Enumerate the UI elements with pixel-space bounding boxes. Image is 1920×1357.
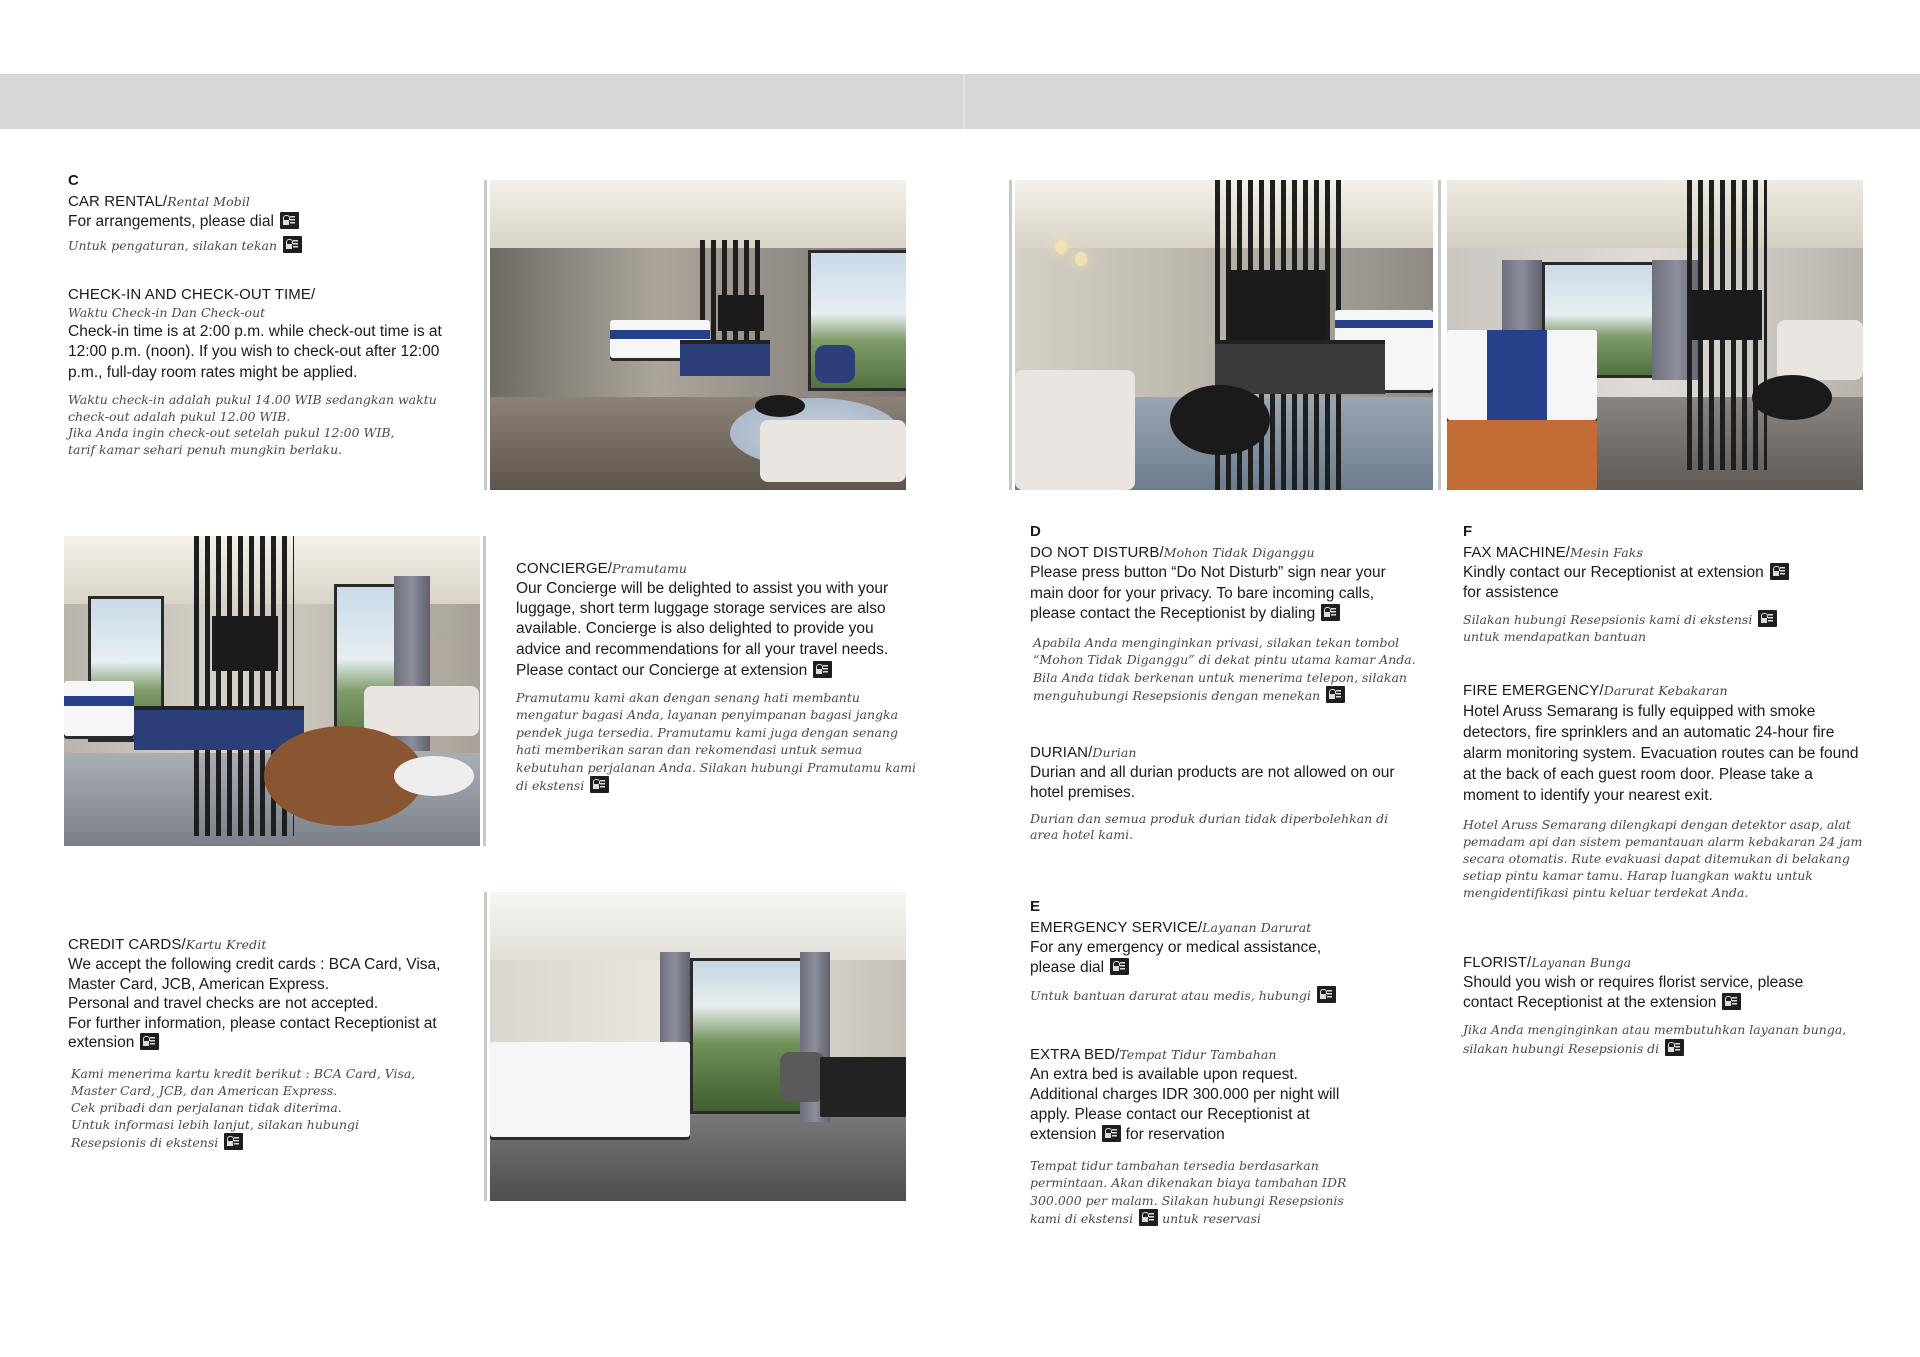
concierge-heading: CONCIERGE/Pramutamu (516, 560, 688, 577)
phone-extension-icon (1770, 563, 1789, 580)
fax-id-1: Silakan hubungi Resepsionis kami di ekstensi (1463, 610, 1868, 629)
section-f (1463, 523, 1868, 1057)
header-band (0, 74, 1920, 129)
fax-en-2: for assistence (1463, 584, 1559, 601)
checkin-trans: Waktu Check-in Dan Check-out (68, 304, 266, 320)
phone-extension-icon (1139, 1209, 1158, 1226)
extra-bed-heading: EXTRA BED/Tempat Tidur Tambahan (1030, 1045, 1277, 1063)
fire-id: Hotel Aruss Semarang dilengkapi dengan detektor asap, alat pemadam api dan sistem pemantauan alarm kebakaran 24 jam secara otomatis. Rute evakuasi dapat ditemukan di belakang setiap pintu kamar tamu. Harap luangkan waktu untuk mengidentifikasi pintu keluar terdekat Anda. (1463, 817, 1863, 900)
section-d (1030, 523, 1430, 844)
fax-heading: FAX MACHINE/Mesin Faks (1463, 544, 1643, 561)
car-rental-en: For arrangements, please dial (68, 212, 468, 232)
florist-heading: FLORIST/Layanan Bunga (1463, 954, 1632, 971)
concierge-block (516, 559, 916, 795)
florist-en: Should you wish or requires florist service, please contact Receptionist at the extension (1463, 974, 1804, 1011)
extra-bed-id: Tempat tidur tambahan tersedia berdasarkan permintaan. Akan dikenakan biaya tambahan IDR 300.000 per malam. Silakan hubungi Resepsionis kami di ekstensi untuk reservasi (1030, 1157, 1347, 1226)
section-letter: D (1030, 523, 1041, 540)
photo-divider (1009, 180, 1012, 490)
phone-extension-icon (1321, 604, 1340, 621)
page-seam (963, 74, 965, 129)
emergency-id: Untuk bantuan darurat atau medis, hubungi (1030, 986, 1410, 1005)
concierge-en-contact: Please contact our Concierge at extension (516, 661, 916, 681)
fax-en-1: Kindly contact our Receptionist at extension (1463, 563, 1868, 583)
credit-cards-id-1: Kami menerima kartu kredit berikut : BCA Card, Visa, Master Card, JCB, dan American Express. (71, 1065, 416, 1098)
dnd-id: Apabila Anda menginginkan privasi, silakan tekan tombol “Mohon Tidak Diganggu” di dekat pintu utama kamar Anda. Bila Anda tidak berkenan untuk menerima telepon, silakan menguhubungi Resepsionis dengan menekan (1033, 634, 1416, 703)
credit-cards-id-2: Cek pribadi dan perjalanan tidak diterima. (71, 1099, 342, 1115)
emergency-heading: EMERGENCY SERVICE/Layanan Darurat (1030, 919, 1312, 936)
photo-divider (1438, 180, 1441, 490)
florist-id: Jika Anda menginginkan atau membutuhkan layanan bunga, silakan hubungi Resepsionis di (1463, 1022, 1847, 1056)
phone-extension-icon (813, 661, 832, 678)
phone-extension-icon (140, 1033, 159, 1050)
phone-extension-icon (1758, 610, 1777, 627)
section-letter: C (68, 172, 79, 189)
section-letter: F (1463, 523, 1473, 540)
durian-heading: DURIAN/Durian (1030, 743, 1137, 761)
credit-cards-en-3: For further information, please contact Receptionist at extension (68, 1014, 437, 1051)
room-photo-suite (490, 180, 906, 490)
room-photo-bedroom (490, 892, 906, 1201)
credit-cards-block (68, 935, 468, 1151)
photo-divider (484, 180, 487, 490)
car-rental-id: Untuk pengaturan, silakan tekan (68, 236, 468, 255)
dnd-en: Please press button “Do Not Disturb” sign near your main door for your privacy. To bare incoming calls, please contact the Receptionist by dialing (1030, 564, 1386, 622)
phone-extension-icon (280, 212, 299, 229)
phone-extension-icon (1317, 986, 1336, 1003)
credit-cards-id-3: Untuk informasi lebih lanjut, silakan hubungi Resepsionis di ekstensi (71, 1116, 360, 1150)
phone-extension-icon (590, 776, 609, 793)
car-rental-heading: CAR RENTAL/Rental Mobil (68, 193, 251, 210)
phone-extension-icon (1110, 958, 1129, 975)
section-letter: E (1030, 898, 1041, 915)
phone-extension-icon (1665, 1039, 1684, 1056)
section-c (68, 172, 468, 458)
checkin-id-2: Jika Anda ingin check-out setelah pukul 12:00 WIB, tarif kamar sehari penuh mungkin berlaku. (68, 425, 395, 457)
photo-divider (483, 536, 486, 846)
durian-id: Durian dan semua produk durian tidak diperbolehkan di area hotel kami. (1030, 810, 1389, 842)
credit-cards-en-2: Personal and travel checks are not accepted. (68, 995, 379, 1012)
section-e (1030, 898, 1410, 1228)
photo-divider (484, 892, 487, 1201)
phone-extension-icon (1326, 686, 1345, 703)
phone-extension-icon (283, 236, 302, 253)
fire-en: Hotel Aruss Semarang is fully equipped with smoke detectors, fire sprinklers and an automatic 24-hour fire alarm monitoring system. Evacuation routes can be found at the back of each guest room door. Please take a moment to identify your nearest exit. (1463, 703, 1859, 804)
concierge-en: Our Concierge will be delighted to assist you with your luggage, short term luggage storage services are also available. Concierge is also delighted to provide you advice and recommendations for all your travel needs. (516, 580, 889, 658)
phone-extension-icon (224, 1133, 243, 1150)
extra-bed-en: An extra bed is available upon request. Additional charges IDR 300.000 per night will apply. Please contact our Receptionist at extension for reservation (1030, 1065, 1340, 1143)
credit-cards-heading: CREDIT CARDS/Kartu Kredit (68, 936, 267, 953)
room-photo-living (64, 536, 480, 846)
checkin-id-1: Waktu check-in adalah pukul 14.00 WIB sedangkan waktu check-out adalah pukul 12.00 WIB. (68, 392, 437, 424)
credit-cards-en-1: We accept the following credit cards : BCA Card, Visa, Master Card, JCB, American Express. (68, 956, 441, 993)
dnd-heading: DO NOT DISTURB/Mohon Tidak Diganggu (1030, 544, 1315, 561)
phone-extension-icon (1722, 993, 1741, 1010)
fax-id-2: untuk mendapatkan bantuan (1463, 628, 1647, 644)
checkin-heading: CHECK-IN AND CHECK-OUT TIME/ (68, 285, 316, 303)
emergency-en: For any emergency or medical assistance, please dial (1030, 939, 1322, 976)
phone-extension-icon (1102, 1125, 1121, 1142)
room-photo-dnd (1015, 180, 1433, 490)
durian-en: Durian and all durian products are not allowed on our hotel premises. (1030, 763, 1395, 801)
concierge-id: Pramutamu kami akan dengan senang hati membantu mengatur bagasi Anda, layanan penyimpanan bagasi jangka pendek juga tersedia. Pramutamu kami juga dengan senang hati memberikan saran dan rekomendasi untuk semua kebutuhan perjalanan Anda. Silakan hubungi Pramutamu kami di ekstensi (516, 689, 916, 794)
checkin-en: Check-in time is at 2:00 p.m. while check-out time is at 12:00 p.m. (noon). If you wish to check-out after 12:00 p.m., full-day room rates might be applied. (68, 322, 442, 381)
room-photo-king (1447, 180, 1863, 490)
fire-heading: FIRE EMERGENCY/Darurat Kebakaran (1463, 682, 1728, 699)
